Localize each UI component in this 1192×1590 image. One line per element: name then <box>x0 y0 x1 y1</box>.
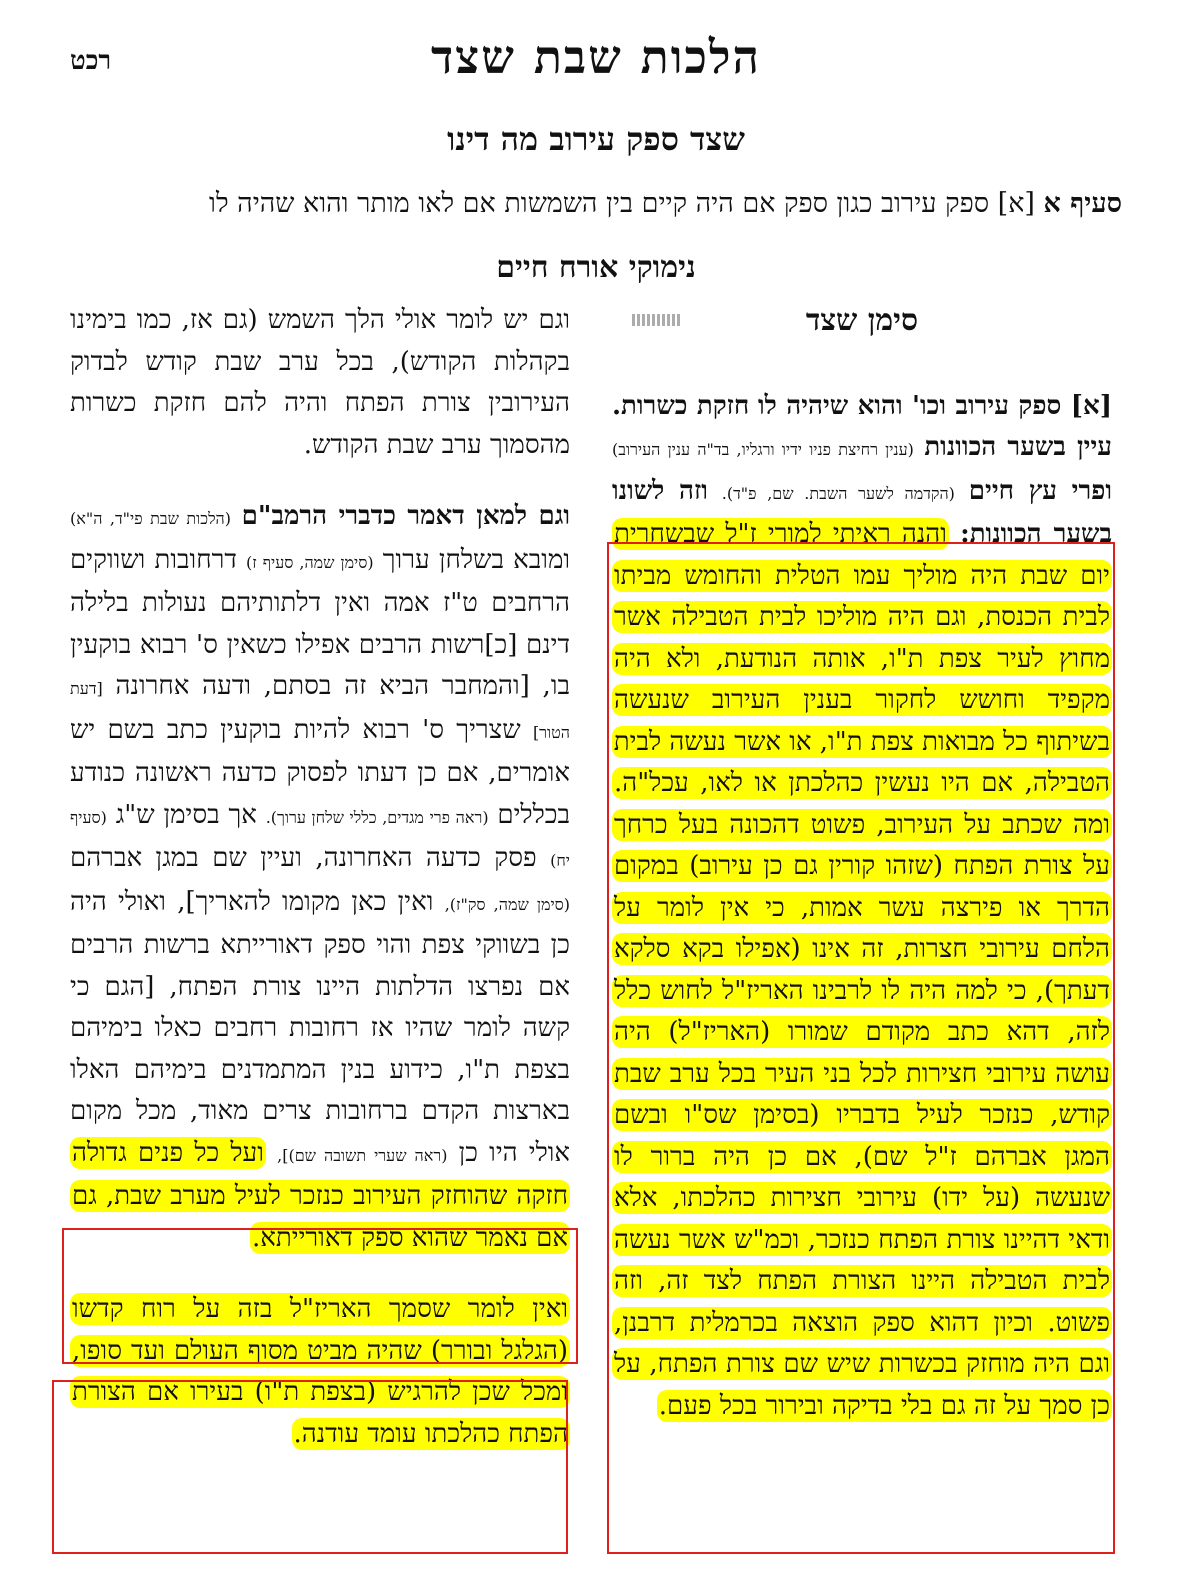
left-paragraph-2 <box>70 496 570 1259</box>
left-p2-tail: ואין כאן מקומו להאריך], ואולי היה כן בשווקי צפת והוי ספק דאורייתא ברשות הרבים אם נפרצו הדלתות היינו צורת הפתח, [הגם כי קשה לומר שהיו אז רחובות רחבים כאלו בימיהם בצפת ת"ו, כידוע בנין המתמדנים בימיהם האלו בארצות הקדם ברחובות צרים מאוד, מכל מקום אולי היו כן <box>70 886 571 1168</box>
left-p2-mid-4: אך בסימן ש"ג <box>115 799 257 830</box>
paragraph-spacer <box>70 466 570 496</box>
left-p2-ref-6: (סימן שמה, סק"ז), <box>444 894 571 914</box>
left-p2-mid-2: דרחובות ושווקים הרחבים ט"ז אמה ואין דלתותיהם נעולות בלילה דינם [כ]רשות הרבים אפילו כשאין ס' רבוא בוקעין בו, [והמחבר הביא זה בסתם, ודעה אחרונה <box>70 544 571 701</box>
library-stamp-icon <box>632 314 680 326</box>
reference-1: (ענין רחיצת פניו ידיו ורגליו, בד"ה ענין העירוב) <box>612 440 914 459</box>
left-p2-ref-5: (סעיף יח) <box>70 807 570 870</box>
left-p2-mid-3: שצריך ס' רבוא להיות בוקעין כתב בשם יש אומרים, אם כן דעתו לפסוק כדעה ראשונה כנודע בכללים <box>70 714 570 830</box>
dibur-hamatchil: [א] ספק עירוב וכו' והוא שיהיה לו <box>757 390 1113 421</box>
left-p2-ref-1: (הלכות שבת פי"ד, ה"א) <box>70 509 231 528</box>
siman-heading <box>612 300 1112 342</box>
left-paragraph-1: וגם יש לומר אולי הלך השמש (גם אז, כמו בימינו בקהלות הקודש), בכל ערב שבת קודש לבדוק העירובין צורת הפתח והיה להם חזקת כשרות מהסמוך ערב שבת הקודש. <box>70 305 570 460</box>
intro-text-2: ופרי עץ חיים <box>968 475 1113 506</box>
left-p2-mid-1: ומובא בשלחן ערוך <box>382 544 571 575</box>
siman-heading-text: סימן שצד <box>805 303 919 338</box>
left-highlight-2: ואין לומר שסמך האריז"ל בזה על רוח קדשו (הגלגל ובורר) שהיה מביט מסוף העולם ועד סופו, ומכל שכן להרגיש (בצפת ת"ו) בעירו אם הצורת הפתח כהלכתו עומד עודנה. <box>72 1294 568 1449</box>
left-p2-ref-2: (סימן שמה, סעיף ז) <box>246 552 374 572</box>
annotation-box-right <box>607 542 1115 1554</box>
commentary-title: נימוקי אורח חיים <box>496 250 696 285</box>
left-highlight-1: ועל כל פנים גדולה חזקה שהוחזק העירוב כנזכר לעיל מערב שבת, גם אם נאמר שהוא ספק דאורייתא. <box>72 1137 568 1253</box>
seif-label: סעיף א <box>1043 188 1122 219</box>
intro-text-1: חזקת כשרות. עיין בשער הכוונות <box>612 390 1112 462</box>
page-title: הלכות שבת שצד <box>431 30 761 84</box>
highlighted-quote: והנה ראיתי למורי ז"ל שבשחרית יום שבת היה מוליך עמו הטלית והחומש מביתו לבית הכנסת, וגם היה מוליכו לבית הטבילה אשר מחוץ לעיר צפת ת"ו, אותה הנודעת, ולא היה מקפיד וחושש לחקור בענין העירוב שנעשה בשיתוף כל מבואות צפת ת"ו, או אשר נעשה לבית הטבילה, אם היו נעשין כהלכתן או לאו, עכל"ה. ומה שכתב על העירוב, פשוט דהכונה בעל כרחך על צורת הפתח (שזהו קורין גם כן עירוב) במקום הדרך או פירצה עשר אמות, כי אין לומר על הלחם עירובי חצרות, זה אינו (אפילו בקא סלקא דעתך), כי למה היה לו לרבינו האריז"ל לחוש כלל לזה, דהא כתב מקודם שמורו (האריז"ל) היה עושה עירובי חצירות לכל בני העיר בכל ערב שבת קודש, כנזכר לעיל בדבריו (בסימן שס"ו ובשם המגן אברהם ז"ל שם), אם כן היה ברור לו שנעשה (על ידו) עירובי חצירות כהלכתו, אלא ודאי דהיינו צורת הפתח כנזכר, וכמ"ש אשר נעשה לבית הטבילה היינו הצורת הפתח לצד זה, וזה פשוט. וכיון דהוא ספק הוצאה בכרמלית דרבנן, וגם היה מוחזק בכשרות שיש שם צורת הפתח, על כן סמך על זה גם בלי בדיקה ובירור בכל פעם. <box>613 519 1110 1421</box>
intro-text-3: וזה לשונו בשער הכוונות: <box>612 475 1112 549</box>
left-p2-mid-5: פסק כדעה האחרונה, ועיין שם במגן אברהם <box>70 843 537 873</box>
annotation-box-left-1 <box>62 1228 578 1364</box>
left-p3-ref: (ראה שערי תשובה שם)], <box>277 1145 448 1165</box>
annotation-box-left-2 <box>52 1380 568 1554</box>
left-p2-ref-4: (ראה פרי מגדים, כללי שלחן ערוך). <box>265 807 489 827</box>
left-p2-lead: וגם למאן דאמר כדברי הרמב"ם <box>241 501 571 531</box>
page-number: רכט <box>70 46 112 76</box>
seif-text: [א] ספק עירוב כגון ספק אם היה קיים בין השמשות אם לאו מותר והוא שהיה לו <box>209 188 1035 219</box>
reference-2: (הקדמה לשער השבת. שם, פ"ד). <box>721 483 955 503</box>
seif-line <box>70 184 1122 224</box>
left-p2-ref-3: [דעת הטור] <box>70 679 570 742</box>
section-title: שצד ספק עירוב מה דינו <box>447 120 745 158</box>
